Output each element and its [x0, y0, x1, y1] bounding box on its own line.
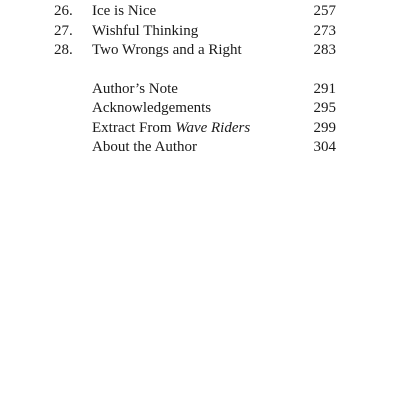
page-number: 295	[313, 100, 336, 116]
chapter-number: 27.	[54, 23, 73, 39]
toc-entry-authors-note	[0, 79, 400, 99]
toc-entry-chapter-28	[0, 40, 400, 60]
toc-entry-extract	[0, 118, 400, 138]
entry-title	[92, 118, 250, 138]
page-number: 257	[313, 3, 336, 19]
book-title-italic: Wave Riders	[175, 120, 251, 136]
toc-entry-about-author	[0, 137, 400, 157]
page-number: 273	[313, 23, 336, 39]
entry-title-prefix: Extract From	[92, 120, 176, 136]
chapter-number: 26.	[54, 3, 73, 19]
toc-entry-acknowledgements	[0, 98, 400, 118]
entry-title: Author’s Note	[92, 81, 178, 97]
chapter-title: Wishful Thinking	[92, 23, 199, 39]
chapter-title: Ice is Nice	[92, 3, 157, 19]
chapter-number: 28.	[54, 42, 73, 58]
chapter-title: Two Wrongs and a Right	[92, 42, 242, 58]
page-number: 299	[313, 120, 336, 136]
page-number: 291	[313, 81, 336, 97]
entry-title: About the Author	[92, 139, 197, 155]
toc-entry-chapter-26	[0, 1, 400, 21]
toc-entry-chapter-27	[0, 21, 400, 41]
page-number: 283	[313, 42, 336, 58]
page-number: 304	[313, 139, 336, 155]
entry-title: Acknowledgements	[92, 100, 212, 116]
